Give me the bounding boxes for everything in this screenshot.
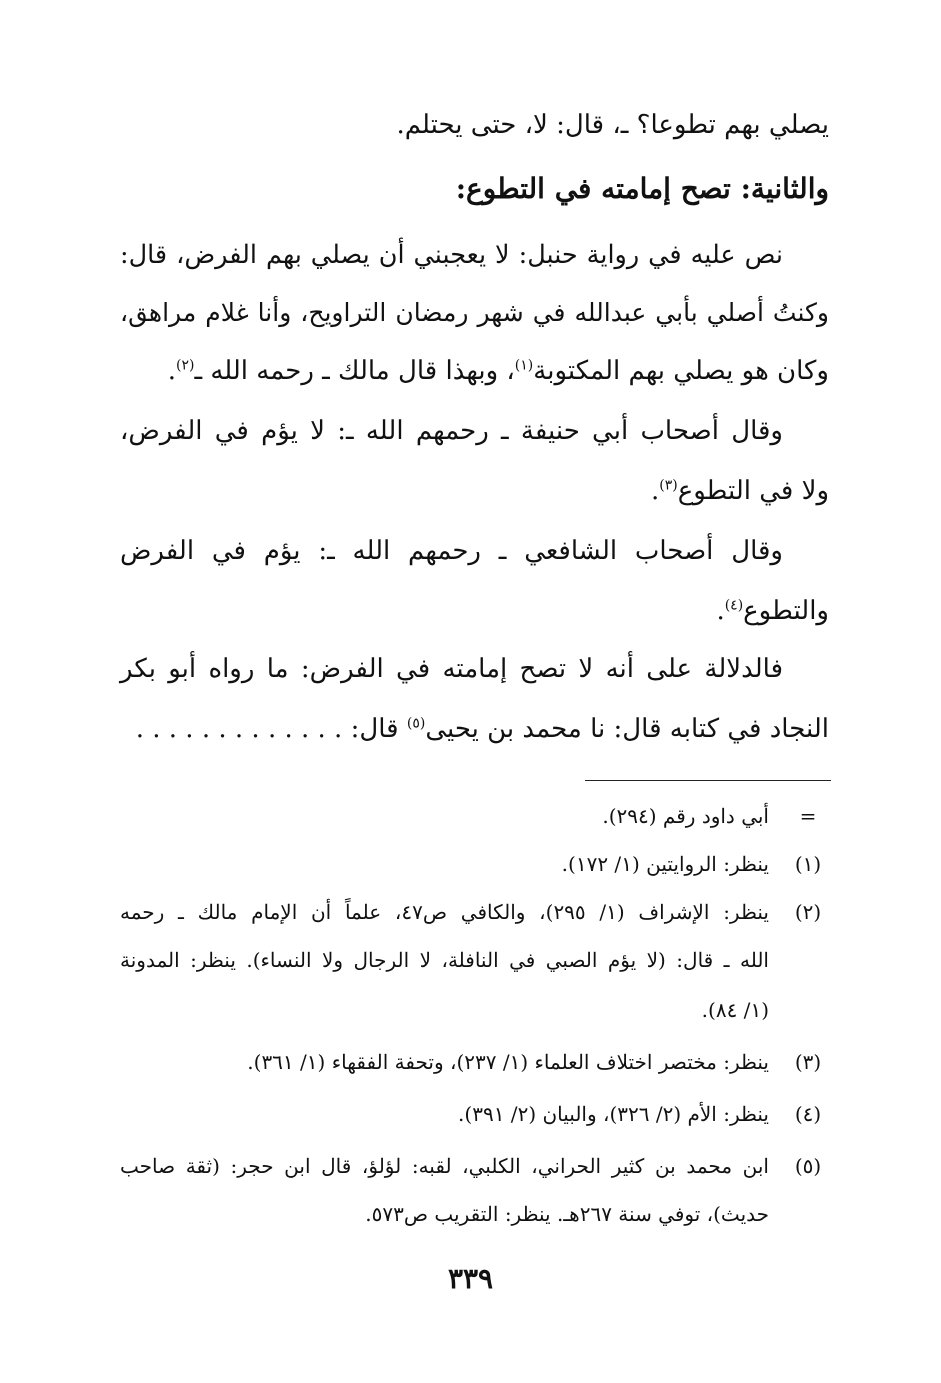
footnote-1-number: (١) bbox=[794, 852, 822, 876]
paragraph-3-line-1: وقال أصحاب الشافعي ـ رحمهم الله ـ: يؤم في الفرض bbox=[120, 536, 783, 566]
footnote-4-number: (٤) bbox=[794, 1102, 822, 1126]
footnote-ref-2: (٢) bbox=[175, 357, 195, 374]
footnote-4 bbox=[120, 1100, 829, 1128]
paragraph-4-line-2-text-a: النجاد في كتابه قال: نا محمد بن يحيى bbox=[425, 714, 829, 744]
footnote-5-line-2: حديث)، توفي سنة ٢٦٧هـ. ينظر: التقريب ص٥٧٣. bbox=[365, 1202, 769, 1226]
footnote-2-line-2: الله ـ قال: (لا يؤم الصبي في النافلة، لا الرجال ولا النساء). ينظر: المدونة bbox=[120, 948, 769, 972]
paragraph-2-line-1: وقال أصحاب أبي حنيفة ـ رحمهم الله ـ: لا يؤم في الفرض، bbox=[120, 416, 783, 446]
paragraph-4-line-2-text-b: قال: . . . . . . . . . . . . . bbox=[135, 714, 407, 744]
paragraph-1-line-3-text-c: . bbox=[167, 356, 176, 386]
footnote-3 bbox=[120, 1048, 829, 1076]
paragraph-1-line-3-text-a: وكان هو يصلي بهم المكتوبة bbox=[533, 356, 829, 386]
page-number: ٣٣٩ bbox=[447, 1262, 494, 1295]
footnote-continuation-text: أبي داود رقم (٢٩٤). bbox=[602, 804, 769, 828]
footnote-1-text: ينظر: الروايتين (١/ ١٧٢). bbox=[561, 852, 769, 876]
paragraph-2-line-2 bbox=[120, 474, 829, 508]
footnote-5 bbox=[120, 1152, 829, 1180]
footnote-5-number: (٥) bbox=[794, 1154, 822, 1178]
footnote-ref-1: (١) bbox=[514, 357, 534, 374]
footnote-continuation-marker: = bbox=[799, 804, 817, 828]
paragraph-1-line-3 bbox=[120, 354, 829, 388]
footnote-1 bbox=[120, 850, 829, 878]
footnote-2-line-3: (١/ ٨٤). bbox=[701, 998, 769, 1022]
paragraph-2-line-2-text-b: . bbox=[650, 476, 660, 506]
paragraph-3-line-2 bbox=[120, 594, 829, 628]
paragraph-3-line-2-text-a: والتطوع bbox=[743, 596, 829, 626]
paragraph-1-line-3-text-b: ، وبهذا قال مالك ـ رحمه الله ـ bbox=[194, 356, 515, 386]
body-line-1: يصلي بهم تطوعا؟ ـ، قال: لا، حتى يحتلم. bbox=[396, 110, 829, 140]
footnote-2 bbox=[120, 898, 829, 926]
paragraph-4-line-1: فالدلالة على أنه لا تصح إمامته في الفرض: ما رواه أبو بكر bbox=[120, 654, 783, 684]
paragraph-2-line-2-text-a: ولا في التطوع bbox=[677, 476, 829, 506]
footnote-ref-4: (٤) bbox=[724, 597, 744, 614]
footnote-ref-5: (٥) bbox=[406, 715, 426, 732]
footnote-3-text: ينظر: مختصر اختلاف العلماء (١/ ٢٣٧)، وتحفة الفقهاء (١/ ٣٦١). bbox=[247, 1050, 769, 1074]
footnote-2-number: (٢) bbox=[794, 900, 822, 924]
footnote-ref-3: (٣) bbox=[659, 477, 678, 494]
footnote-4-text: ينظر: الأم (٢/ ٣٢٦)، والبيان (٢/ ٣٩١). bbox=[458, 1102, 769, 1126]
paragraph-4-line-2 bbox=[120, 712, 829, 746]
paragraph-3-line-2-text-b: . bbox=[716, 596, 725, 626]
footnote-separator bbox=[585, 780, 831, 781]
footnote-5-line-1: ابن محمد بن كثير الحراني، الكلبي، لقبه: لؤلؤ، قال ابن حجر: (ثقة صاحب bbox=[120, 1154, 769, 1178]
paragraph-1-line-1: نص عليه في رواية حنبل: لا يعجبني أن يصلي بهم الفرض، قال: bbox=[120, 240, 783, 270]
paragraph-1-line-2: وكنتُ أصلي بأبي عبدالله في شهر رمضان التراويح، وأنا غلام مراهق، bbox=[120, 298, 829, 327]
footnote-2-line-1: ينظر: الإشراف (١/ ٢٩٥)، والكافي ص٤٧، علماً أن الإمام مالك ـ رحمه bbox=[120, 900, 769, 924]
footnote-continuation bbox=[120, 802, 829, 830]
footnote-3-number: (٣) bbox=[794, 1050, 822, 1074]
section-heading: والثانية: تصح إمامته في التطوع: bbox=[455, 172, 829, 205]
